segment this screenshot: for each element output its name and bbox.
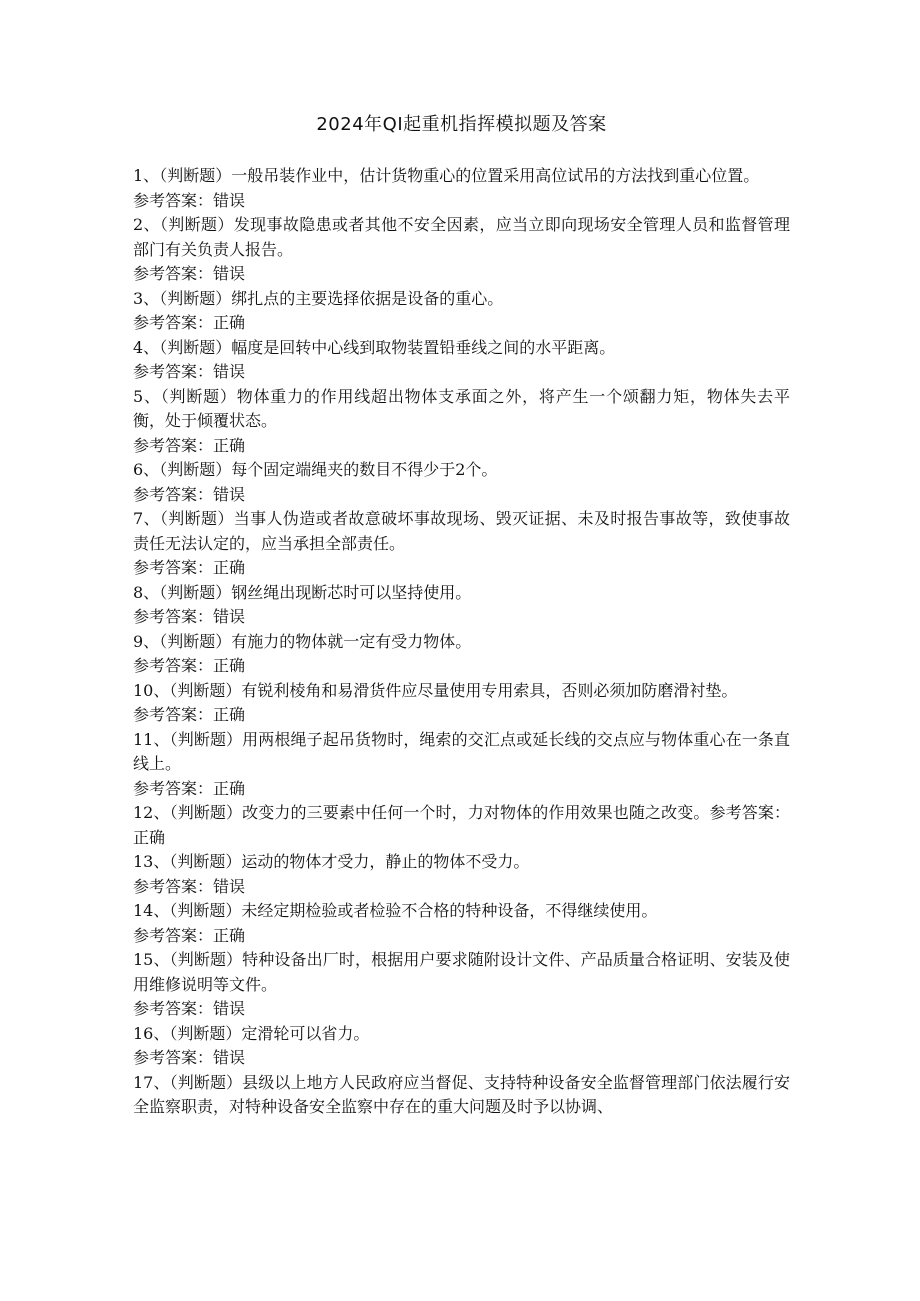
question-text: 定滑轮可以省力。 <box>241 1023 370 1043</box>
question-type: （判断题） <box>169 1023 242 1043</box>
question-type: （判断题） <box>169 729 243 749</box>
answer-line <box>133 703 790 728</box>
answer-label: 参考答案： <box>133 999 214 1018</box>
question-number: 7、 <box>133 509 160 528</box>
answer-value: 正确 <box>213 705 246 724</box>
answer-label: 参考答案： <box>133 558 214 577</box>
question-text: 运动的物体才受力，静止的物体不受力。 <box>241 852 530 871</box>
question-item <box>133 164 790 189</box>
question-type: （判断题） <box>169 680 242 700</box>
answer-label: 参考答案： <box>133 484 214 504</box>
answer-label: 参考答案： <box>133 264 214 283</box>
document-title: 2024年QI起重机指挥模拟题及答案 <box>316 114 607 135</box>
question-item <box>133 213 790 262</box>
answer-line <box>133 654 790 679</box>
question-number: 8、 <box>133 582 160 602</box>
question-type: （判断题） <box>159 582 232 602</box>
answer-value: 错误 <box>213 484 246 504</box>
answer-value: 错误 <box>213 876 246 896</box>
question-text: 每个固定端绳夹的数目不得少于2个。 <box>231 460 498 479</box>
question-number: 3、 <box>133 288 160 308</box>
question-item <box>133 850 790 875</box>
question-text: 钢丝绳出现断芯时可以坚持使用。 <box>231 582 472 602</box>
question-type: （判断题） <box>169 852 242 871</box>
answer-line <box>133 311 790 336</box>
answer-label: 参考答案： <box>133 362 214 381</box>
question-text: 改变力的三要素中任何一个时，力对物体的作用效果也随之改变。 <box>242 803 710 822</box>
question-text: 一般吊装作业中，估计货物重心的位置采用高位试吊的方法找到重心位置。 <box>231 166 760 185</box>
answer-label: 参考答案： <box>133 705 214 724</box>
answer-label: 参考答案： <box>133 313 214 332</box>
answer-label: 参考答案： <box>133 876 214 896</box>
question-list <box>133 164 790 1120</box>
question-number: 2、 <box>133 215 160 234</box>
question-number: 17、 <box>133 1072 170 1092</box>
question-type: （判断题） <box>159 509 234 528</box>
question-item <box>133 507 790 556</box>
question-text: 发现事故隐患或者其他不安全因素，应当立即向现场安全管理人员和监督管理部门有关负责人报告。 <box>133 215 790 259</box>
answer-label: 参考答案： <box>133 435 214 455</box>
answer-line <box>133 360 790 385</box>
question-item <box>133 630 790 655</box>
question-text: 用两根绳子起吊货物时，绳索的交汇点或延长线的交点应与物体重心在一条直线上。 <box>133 729 790 773</box>
answer-line <box>133 262 790 287</box>
question-type: （判断题） <box>159 288 232 308</box>
question-number: 14、 <box>133 901 170 920</box>
question-text: 绑扎点的主要选择依据是设备的重心。 <box>231 288 504 308</box>
question-text: 特种设备出厂时，根据用户要求随附设计文件、产品质量合格证明、安装及使用维修说明等文件。 <box>133 950 790 994</box>
question-number: 5、 <box>133 386 161 406</box>
question-type: （判断题） <box>159 166 232 185</box>
question-number: 13、 <box>133 852 170 871</box>
question-number: 9、 <box>133 631 160 651</box>
question-item <box>133 458 790 483</box>
answer-value: 正确 <box>213 558 246 577</box>
question-item <box>133 1071 790 1120</box>
question-number: 6、 <box>133 460 160 479</box>
answer-label: 参考答案： <box>133 656 214 675</box>
question-number: 11、 <box>133 729 170 749</box>
answer-value: 错误 <box>213 190 246 210</box>
question-text: 有锐利棱角和易滑货件应尽量使用专用索具，否则必须加防磨滑衬垫。 <box>241 680 738 700</box>
question-type: （判断题） <box>169 803 243 822</box>
answer-value: 错误 <box>213 362 246 381</box>
question-type: （判断题） <box>159 631 232 651</box>
question-item <box>133 948 790 997</box>
answer-line <box>133 556 790 581</box>
question-type: （判断题） <box>159 460 232 479</box>
question-type: （判断题） <box>159 215 234 234</box>
answer-label: 参考答案： <box>133 190 214 210</box>
answer-line <box>133 189 790 214</box>
question-item <box>133 801 790 850</box>
question-type: （判断题） <box>169 901 242 920</box>
answer-value: 错误 <box>213 607 246 626</box>
question-type: （判断题） <box>169 950 243 969</box>
answer-value: 正确 <box>213 313 246 332</box>
answer-line <box>133 924 790 949</box>
question-number: 4、 <box>133 337 160 357</box>
question-item <box>133 1022 790 1047</box>
question-text: 物体重力的作用线超出物体支承面之外，将产生一个颂翻力矩，物体失去平衡，处于倾覆状态。 <box>133 386 790 430</box>
answer-label: 参考答案： <box>133 778 214 798</box>
answer-value: 错误 <box>213 999 246 1018</box>
answer-line <box>133 483 790 508</box>
question-text: 有施力的物体就一定有受力物体。 <box>231 631 472 651</box>
question-item <box>133 336 790 361</box>
question-text: 幅度是回转中心线到取物装置铅垂线之间的水平距离。 <box>231 337 616 357</box>
question-number: 1、 <box>133 166 160 185</box>
question-number: 15、 <box>133 950 170 969</box>
answer-value: 正确 <box>133 827 166 847</box>
answer-line <box>133 434 790 459</box>
answer-value: 正确 <box>213 435 246 455</box>
answer-value: 正确 <box>213 778 246 798</box>
question-text: 未经定期检验或者检验不合格的特种设备，不得继续使用。 <box>241 901 658 920</box>
answer-value: 错误 <box>213 264 246 283</box>
answer-line <box>133 875 790 900</box>
answer-value: 正确 <box>213 925 246 945</box>
question-number: 10、 <box>133 680 170 700</box>
answer-label: 参考答案： <box>133 607 214 626</box>
question-number: 16、 <box>133 1023 170 1043</box>
question-type: （判断题） <box>169 1072 243 1092</box>
question-item <box>133 385 790 434</box>
question-item <box>133 287 790 312</box>
answer-line <box>133 777 790 802</box>
question-text: 县级以上地方人民政府应当督促、支持特种设备安全监督管理部门依法履行安全监察职责，对特种设备安全监察中存在的重大问题及时予以协调、 <box>133 1072 790 1116</box>
question-text: 当事人伪造或者故意破坏事故现场、毁灭证据、未及时报告事故等，致使事故责任无法认定的，应当承担全部责任。 <box>133 509 790 553</box>
answer-value: 正确 <box>213 656 246 675</box>
question-item <box>133 679 790 704</box>
question-type: （判断题） <box>159 337 232 357</box>
question-item <box>133 899 790 924</box>
answer-label: 参考答案： <box>133 1048 214 1067</box>
answer-line <box>133 605 790 630</box>
question-item <box>133 581 790 606</box>
question-type: （判断题） <box>160 386 237 406</box>
answer-line <box>133 1046 790 1071</box>
answer-line <box>133 997 790 1022</box>
answer-label: 参考答案： <box>133 925 214 945</box>
answer-label: 参考答案： <box>709 803 790 822</box>
question-number: 12、 <box>133 803 170 822</box>
question-item <box>133 728 790 777</box>
answer-value: 错误 <box>213 1048 246 1067</box>
